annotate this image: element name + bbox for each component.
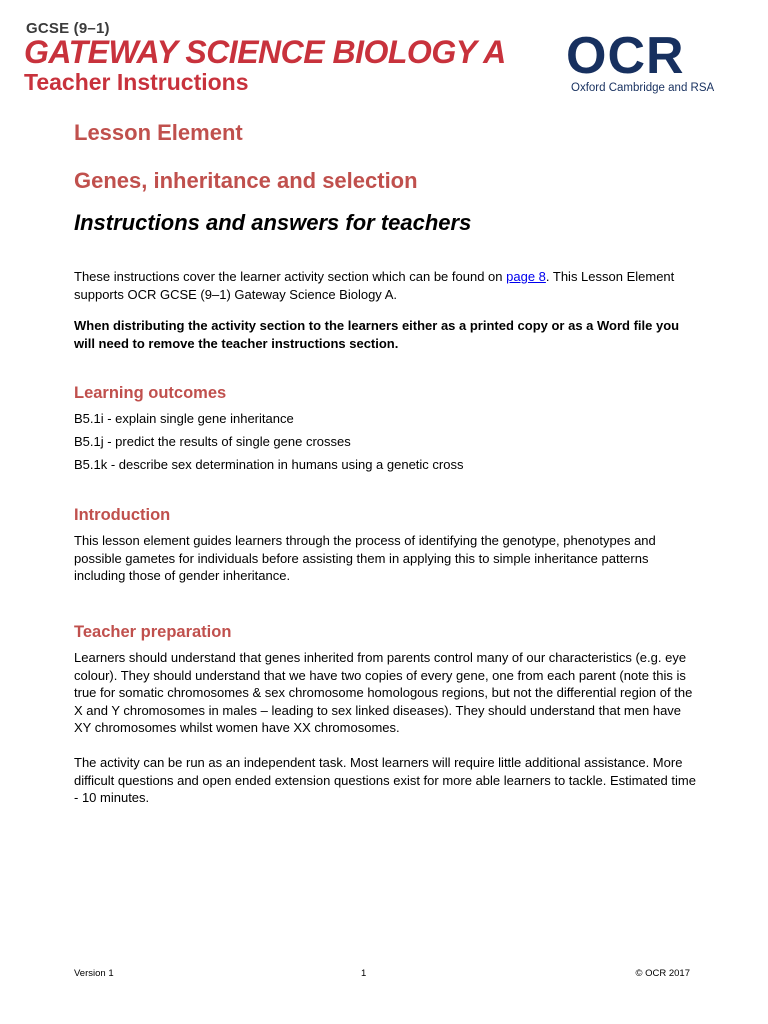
page-number: 1 — [361, 968, 367, 979]
learning-outcome-item: B5.1i - explain single gene inheritance — [74, 411, 294, 427]
document-body — [74, 118, 696, 807]
copyright-notice: © OCR 2017 — [635, 968, 690, 979]
version-label: Version 1 — [74, 968, 114, 979]
topic-heading: Genes, inheritance and selection — [74, 168, 418, 193]
learning-outcome-item: B5.1k - describe sex determination in humans using a genetic cross — [74, 456, 464, 472]
introduction-text: This lesson element guides learners through the process of identifying the genotype, phenotypes and possible gametes for individuals before assisting them in applying this to simple inheritance patterns including those of gender inheritance. — [74, 533, 656, 584]
ocr-logo-tagline: Oxford Cambridge and RSA — [571, 82, 715, 94]
learning-outcomes-list — [74, 410, 696, 473]
distribution-warning: When distributing the activity section to the learners either as a printed copy or as a Word file you will need to remove the teacher instructions section. — [74, 318, 680, 351]
introduction-heading: Introduction — [74, 506, 171, 525]
qualification-label: GCSE (9–1) — [26, 20, 110, 37]
teacher-preparation-heading: Teacher preparation — [74, 622, 232, 641]
introduction-section — [74, 504, 696, 585]
document-type-title: Teacher Instructions — [24, 69, 249, 95]
intro-text-end: . This Lesson Element supports OCR GCSE (9–1) Gateway Science Biology A. — [74, 269, 675, 302]
learning-outcomes-heading: Learning outcomes — [74, 384, 227, 403]
learning-outcomes-section — [74, 382, 696, 473]
lesson-element-heading: Lesson Element — [74, 120, 243, 145]
teacher-preparation-section — [74, 621, 696, 807]
page-8-link[interactable]: page 8 — [506, 269, 546, 284]
page-footer — [74, 968, 690, 982]
intro-text-start: These instructions cover the learner activity section which can be found on — [74, 269, 507, 284]
teacher-preparation-paragraph-1: Learners should understand that genes inherited from parents control many of our characteristics (e.g. eye colour). They should understand that we have two copies of every gene, one from each parent (note this is true for somatic chromosomes & sex chromosome homologous regions, but not the differential region of the X and Y chromosomes in males – leading to sex linked diseases). They should understand that men have XY chromosomes whilst women have XX chromosomes. — [74, 649, 693, 736]
instructions-heading: Instructions and answers for teachers — [74, 210, 472, 235]
intro-paragraph — [74, 268, 696, 303]
course-title: GATEWAY SCIENCE BIOLOGY A — [24, 34, 506, 70]
page-header — [0, 0, 768, 110]
learning-outcome-item: B5.1j - predict the results of single gene crosses — [74, 433, 351, 449]
teacher-preparation-paragraph-2: The activity can be run as an independent task. Most learners will require little additional assistance. More difficult questions and open ended extension questions exist for more able learners to tackle. Estimated time - 10 minutes. — [74, 754, 696, 806]
ocr-logo — [566, 27, 728, 96]
ocr-logo-mark: OCR — [566, 27, 685, 85]
